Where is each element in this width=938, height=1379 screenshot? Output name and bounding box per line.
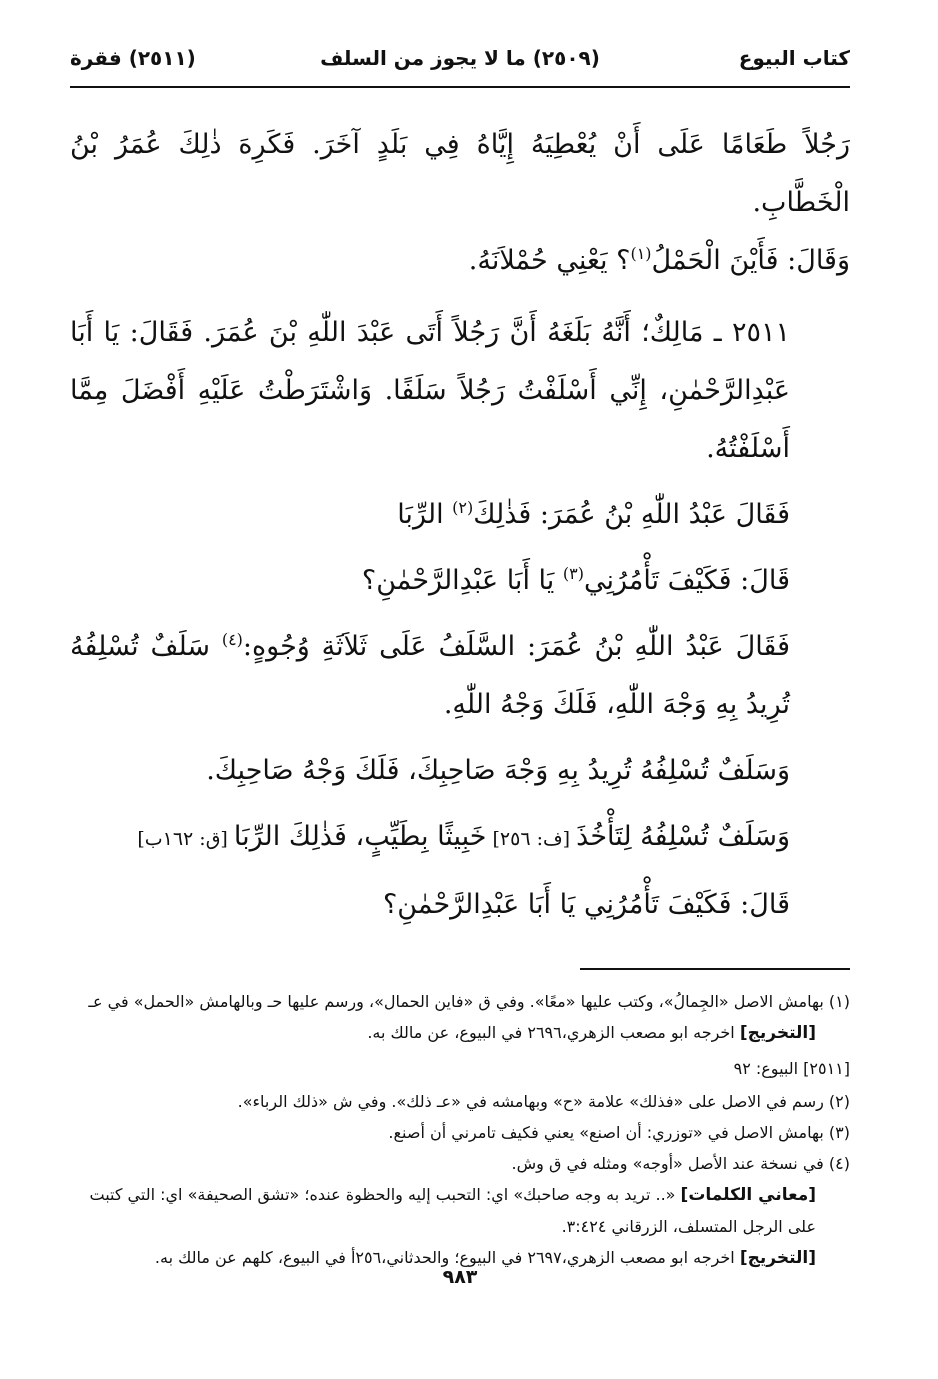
paragraph-number: (٢٥١١) فقرة (70, 46, 196, 70)
text-span: قَالَ: فَكَيْفَ تَأْمُرُنِي (583, 565, 790, 596)
text-span: يَا أَبَا عَبْدِالرَّحْمٰنِ؟ (361, 565, 563, 596)
main-text (70, 116, 850, 934)
text-line: رَجُلاً طَعَامًا عَلَى أَنْ يُعْطِيَهُ إِيَّاهُ فِي بَلَدٍ آخَرَ. فَكَرِهَ ذٰلِكَ عُمَرُ بْنُ الْخَطَّابِ. (70, 129, 850, 218)
manuscript-ref: [ق: ١٦٢ب] (137, 828, 234, 850)
section-head: [٢٥١١] البيوع: ٩٢ (733, 1059, 850, 1078)
paragraph (70, 618, 850, 734)
text-span: قَالَ: فَكَيْفَ تَأْمُرُنِي يَا أَبَا عَبْدِالرَّحْمٰنِ؟ (382, 889, 790, 920)
text-span: الرِّبَا (397, 499, 453, 530)
hadith-2511 (70, 304, 850, 478)
page-number: ٩٨٣ (442, 1266, 478, 1288)
footnote-1: (١) بهامش الاصل «الجِمالُ»، وكتب عليها «معًا». وفي ق «فاين الحمال»، ورسم عليها حـ وبالهامش «الحمل» في عـ (88, 992, 850, 1011)
hadith-text: أَنَّهُ بَلَغَهُ أَنَّ رَجُلاً أَتَى عَبْدَ اللّٰهِ بْنَ عُمَرَ. فَقَالَ: يَا أَبَا عَبْدِالرَّحْمٰنِ، إِنِّي أَسْلَفْتُ رَجُلاً سَلَفًا. وَاشْتَرَطْتُ عَلَيْهِ أَفْضَلَ مِمَّا أَسْلَفْتُهُ. (70, 317, 790, 464)
maani-note (70, 1179, 850, 1242)
footnote-3: (٣) بهامش الاصل في «توزري: أن اصنع» يعني فكيف تامرني أن أصنع. (388, 1123, 850, 1142)
paragraph-continuation (70, 116, 850, 290)
document-page (70, 38, 850, 1358)
text-span: فَقَالَ عَبْدُ اللّٰهِ بْنُ عُمَرَ: فَذٰلِكَ (473, 499, 790, 530)
text-span: سَلَفٌ تُسْلِفُهُ تُرِيدُ بِهِ وَجْهَ اللّٰهِ، فَلَكَ وَجْهُ اللّٰهِ. (70, 631, 790, 720)
footnote-2: (٢) رسم في الاصل على «فذلك» علامة «ح» وبهامشه في «عـ ذلك». وفي ش «ذلك الرباء». (237, 1092, 850, 1111)
chapter-title: (٢٥٠٩) ما لا يجوز من السلف (320, 46, 600, 70)
paragraph (70, 486, 850, 544)
takhrij-label: [التخريج] (739, 1248, 816, 1268)
text-span: فَقَالَ عَبْدُ اللّٰهِ بْنُ عُمَرَ: السَّلَفُ عَلَى ثَلاَثَةِ وُجُوهٍ: (242, 631, 790, 662)
text-span: وَسَلَفٌ تُسْلِفُهُ لِتَأْخُذَ (576, 821, 790, 852)
paragraph (70, 552, 850, 610)
takhrij-label: [التخريج] (739, 1023, 816, 1043)
text-line: وَقَالَ: فَأَيْنَ الْحَمْلُ (651, 245, 850, 276)
footnote-ref-4: (٤) (221, 630, 243, 649)
footnote-ref-3: (٣) (562, 564, 584, 583)
hadith-number: ٢٥١١ ـ مَالِكٌ؛ (641, 317, 790, 348)
footnote-ref-1: (١) (630, 244, 652, 263)
maani-label: [معاني الكلمات] (680, 1185, 816, 1205)
footnote-ref-2: (٢) (452, 498, 474, 517)
manuscript-ref: [ف: ٢٥٦] (486, 828, 577, 850)
paragraph (70, 742, 850, 800)
footnote-divider (580, 968, 850, 970)
takhrij-note (70, 1017, 850, 1049)
footnotes (70, 986, 850, 1274)
running-header (70, 38, 850, 88)
takhrij-text: اخرجه ابو مصعب الزهري،٢٦٩٦ في البيوع، عن مالك به. (367, 1023, 740, 1042)
takhrij-text: اخرجه ابو مصعب الزهري،٢٦٩٧ في البيوع؛ والحدثاني،٢٥٦أ في البيوع، كلهم عن مالك به. (154, 1248, 740, 1267)
text-line: ؟ يَعْنِي حُمْلاَنَهُ. (468, 245, 631, 276)
footnote-4: (٤) في نسخة عند الأصل «أوجه» ومثله في ق وش. (511, 1154, 850, 1173)
paragraph (70, 876, 850, 934)
maani-text: «.. تريد به وجه صاحبك» اي: التحبب إليه والحظوة عنده؛ «تشق الصحيفة» اي: التي كتبت على الرجل المتسلف، الزرقاني ٣:٤٢٤. (89, 1185, 816, 1236)
text-span: وَسَلَفٌ تُسْلِفُهُ تُرِيدُ بِهِ وَجْهَ صَاحِبِكَ، فَلَكَ وَجْهُ صَاحِبِكَ. (206, 755, 790, 786)
paragraph (70, 808, 850, 868)
book-title: كتاب البيوع (738, 46, 850, 70)
text-span: خَبِيثًا بِطَيِّبٍ، فَذٰلِكَ الرِّبَا (233, 821, 487, 852)
